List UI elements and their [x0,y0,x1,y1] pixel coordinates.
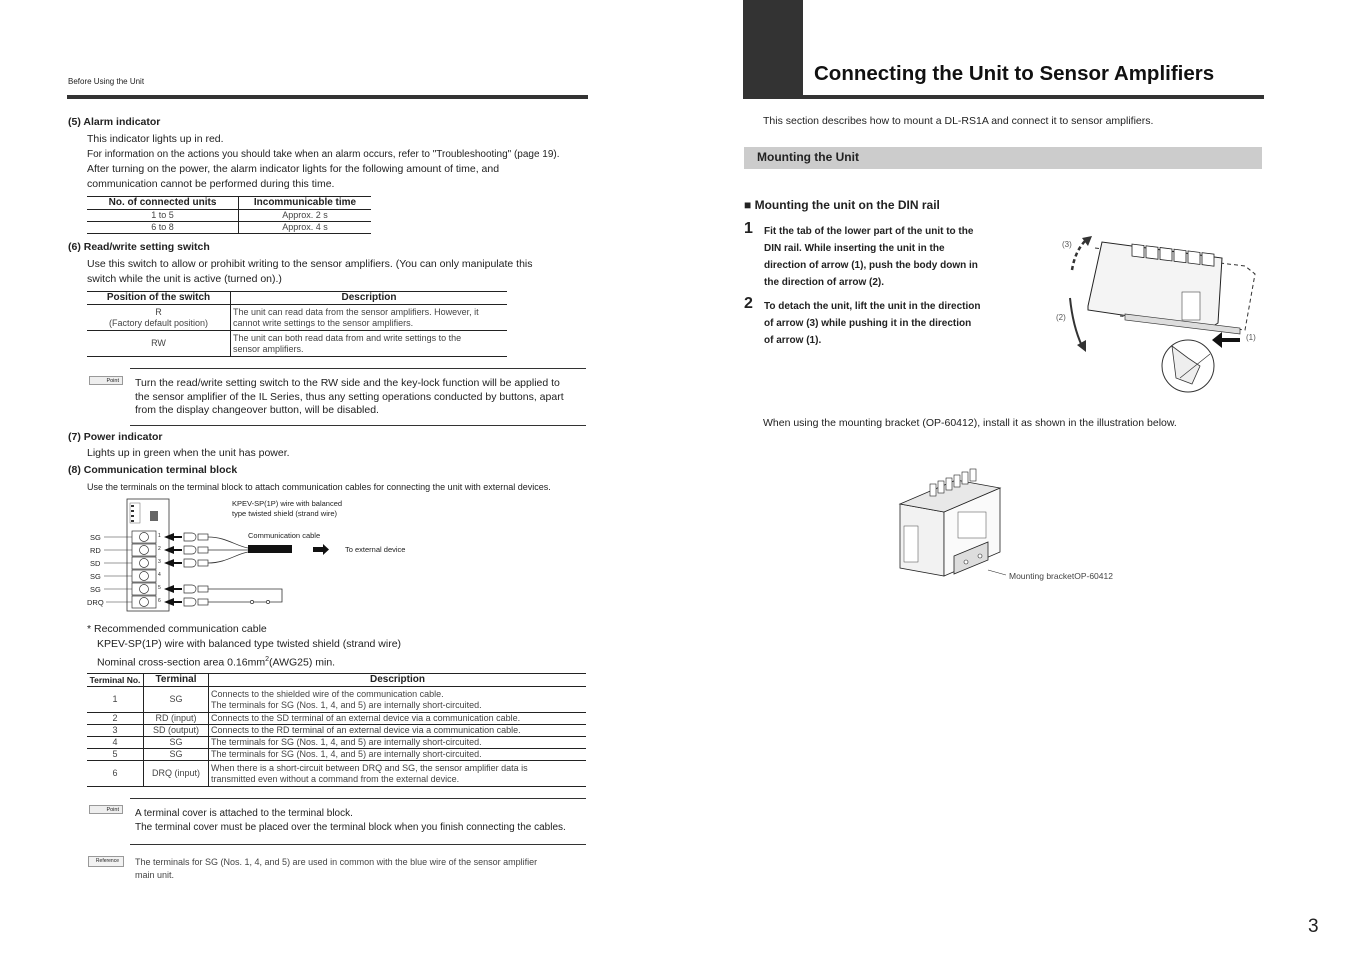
page-number: 3 [1308,916,1319,937]
terminal-label-2: RD [90,546,101,555]
header-rule [67,95,588,99]
page-title: Connecting the Unit to Sensor Amplifiers [814,62,1215,85]
terminal-table: Terminal No. Terminal Description 1 SG Connects to the shielded wire of the communication cable. The terminals for SG (Nos. 1, 4, and 5) are internally short-circuited. 2 RD (input) Connects to the SD terminal of an external device via a communication cable. 3 SD (output) Connects to the RD terminal of an external device via a communication cable. 4 SG The terminals for SG (Nos. 1, 4, and 5) are internally short-circuited. 5 SG The terminals for SG (Nos. 1, 4, and 5) are internally short-circuited. 6 DRQ (input) When there is a short-circuit between DRQ and SG, the sensor amplifier data is transmitted even without a command from the external device. [87,673,586,787]
point1-text: Turn the read/write setting switch to the RW side and the key-lock function will be applied to the sensor amplifier of the IL Series, thus any setting operations conducted by buttons, apart from the display changeover button, will be disabled. [135,377,564,416]
section-heading: Mounting the Unit [757,150,859,164]
terminal-heading: (8) Communication terminal block [68,464,238,476]
point2-bottom-rule [130,844,586,845]
terminal-label-3: SD [90,559,101,568]
power-body: Lights up in green when the unit has power. [87,447,290,459]
point1-bottom-rule [130,425,586,426]
alarm-table: No. of connected units Incommunicable time 1 to 5 Approx. 2 s 6 to 8 Approx. 4 s [87,196,371,234]
running-head: Before Using the Unit [68,77,145,86]
arrow-3-label: (3) [1062,240,1072,249]
terminal-label-4: SG [90,572,101,581]
reference-text: The terminals for SG (Nos. 1, 4, and 5) are used in common with the blue wire of the sensor amplifier main unit. [135,857,538,880]
bracket-text: When using the mounting bracket (OP-60412), install it as shown in the illustration below. [763,417,1177,429]
point2-top-rule [130,798,586,799]
terminal-label-6: DRQ [87,598,104,607]
mounting-bracket-svg [896,460,1006,580]
terminal-number-1: 1 [158,533,161,539]
din-rail-mount-svg [1050,228,1265,398]
point2-badge: Point [89,805,123,814]
arrow-2-label: (2) [1056,313,1066,322]
step-1-text: Fit the tab of the lower part of the unit to the DIN rail. While inserting the unit in the direction of arrow (1), push the body down in the direction of arrow (2). [764,226,978,288]
rw-body: Use this switch to allow or prohibit writing to the sensor amplifiers. (You can only manipulate this switch while the unit is active (turned on).) [87,258,533,285]
bracket-label: Mounting bracketOP-60412 [1009,571,1113,581]
external-device-label: To external device [345,545,406,554]
recommended-cable: * Recommended communication cable KPEV-SP(1P) wire with balanced type twisted shield (strand wire) Nominal cross-section area $0.16mm^2(AWG25)$ min. [87,623,402,669]
intro-text: This section describes how to mount a DL-RS1A and connect it to sensor amplifiers. [763,115,1154,127]
point1-badge: Point [89,376,123,385]
terminal-diagram [86,496,426,614]
rw-heading: (6) Read/write setting switch [68,241,210,253]
wire-note: KPEV-SP(1P) wire with balanced type twisted shield (strand wire) [232,499,343,518]
bracket-illustration [896,460,1006,580]
rw-table: Position of the switch Description R (Factory default position) The unit can read data from the sensor amplifiers. However, it cannot write settings to the sensor amplifiers. RW The unit can both read data from and write settings to the sensor amplifiers. [87,291,507,357]
point1-top-rule [130,368,586,369]
alarm-heading: (5) Alarm indicator [68,116,161,128]
step-2-number: 2 [744,295,753,312]
power-heading: (7) Power indicator [68,431,163,443]
point2-text: A terminal cover is attached to the terminal block. The terminal cover must be placed over the terminal block when you finish connecting the cables. [135,808,566,833]
communication-cable-label: Communication cable [248,531,321,540]
terminal-number-6: 6 [158,598,161,604]
step-2-text: To detach the unit, lift the unit in the direction of arrow (3) while pushing it in the direction of arrow (1). [764,301,981,346]
subheading: ■ Mounting the unit on the DIN rail [744,198,940,212]
reference-badge: Reference [88,856,124,867]
step-1-number: 1 [744,220,753,237]
arrow-1-label: (1) [1246,333,1256,342]
alarm-body: This indicator lights up in red. For information on the actions you should take when an alarm occurs, refer to "Troubleshooting" (page 19). After turning on the power, the alarm indicator lights for the following amount of time, and communication cannot be performed during this time. [87,133,560,190]
din-rail-illustration [1050,228,1265,398]
terminal-body: Use the terminals on the terminal block to attach communication cables for connecting the unit with external devices. [87,482,551,492]
title-block [743,0,803,99]
terminal-number-3: 3 [158,559,161,565]
terminal-label-1: SG [90,533,101,542]
terminal-label-5: SG [90,585,101,594]
terminal-number-2: 2 [158,546,161,552]
title-rule [743,95,1264,99]
terminal-number-5: 5 [158,585,161,591]
terminal-number-4: 4 [158,572,161,578]
